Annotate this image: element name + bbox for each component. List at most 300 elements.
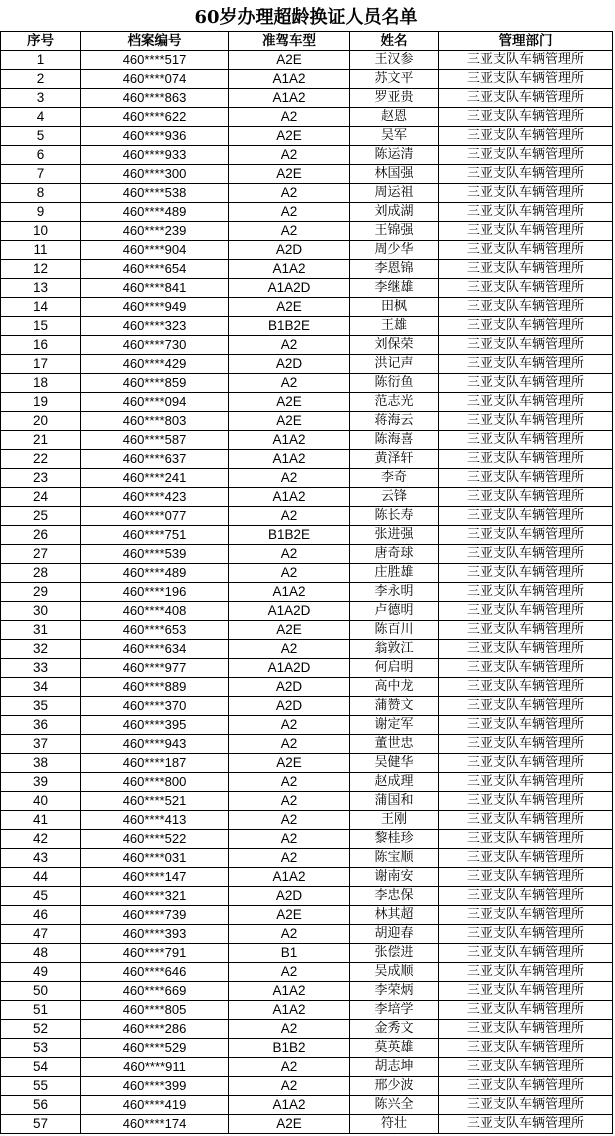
cell-department[interactable]: 三亚支队车辆管理所 — [439, 70, 613, 89]
cell-index[interactable]: 25 — [1, 507, 81, 526]
cell-department[interactable]: 三亚支队车辆管理所 — [439, 944, 613, 963]
cell-archive-number[interactable]: 460****074 — [81, 70, 229, 89]
table-row[interactable] — [1, 1115, 613, 1134]
cell-license-class[interactable]: A2 — [229, 1058, 350, 1077]
cell-license-class[interactable]: A2E — [229, 754, 350, 773]
table-row[interactable] — [1, 184, 613, 203]
cell-license-class[interactable]: A2 — [229, 469, 350, 488]
cell-department[interactable]: 三亚支队车辆管理所 — [439, 393, 613, 412]
cell-department[interactable]: 三亚支队车辆管理所 — [439, 792, 613, 811]
cell-archive-number[interactable]: 460****637 — [81, 450, 229, 469]
cell-person-name[interactable]: 王雄 — [350, 317, 439, 336]
cell-archive-number[interactable]: 460****395 — [81, 716, 229, 735]
table-row[interactable] — [1, 1077, 613, 1096]
cell-license-class[interactable]: A2E — [229, 906, 350, 925]
cell-person-name[interactable]: 胡志坤 — [350, 1058, 439, 1077]
cell-person-name[interactable]: 庄胜雄 — [350, 564, 439, 583]
cell-department[interactable]: 三亚支队车辆管理所 — [439, 203, 613, 222]
cell-license-class[interactable]: A2D — [229, 887, 350, 906]
cell-license-class[interactable]: A2 — [229, 1020, 350, 1039]
cell-department[interactable]: 三亚支队车辆管理所 — [439, 507, 613, 526]
cell-index[interactable]: 2 — [1, 70, 81, 89]
table-row[interactable] — [1, 697, 613, 716]
cell-archive-number[interactable]: 460****489 — [81, 203, 229, 222]
cell-index[interactable]: 53 — [1, 1039, 81, 1058]
cell-department[interactable]: 三亚支队车辆管理所 — [439, 735, 613, 754]
cell-person-name[interactable]: 董世忠 — [350, 735, 439, 754]
cell-department[interactable]: 三亚支队车辆管理所 — [439, 811, 613, 830]
table-row[interactable] — [1, 1058, 613, 1077]
cell-department[interactable]: 三亚支队车辆管理所 — [439, 716, 613, 735]
cell-license-class[interactable]: A2E — [229, 298, 350, 317]
cell-department[interactable]: 三亚支队车辆管理所 — [439, 108, 613, 127]
table-row[interactable] — [1, 640, 613, 659]
cell-department[interactable]: 三亚支队车辆管理所 — [439, 963, 613, 982]
cell-index[interactable]: 20 — [1, 412, 81, 431]
cell-index[interactable]: 15 — [1, 317, 81, 336]
cell-person-name[interactable]: 谢定军 — [350, 716, 439, 735]
table-row[interactable] — [1, 70, 613, 89]
table-row[interactable] — [1, 1001, 613, 1020]
cell-department[interactable]: 三亚支队车辆管理所 — [439, 89, 613, 108]
cell-person-name[interactable]: 陈衍鱼 — [350, 374, 439, 393]
table-row[interactable] — [1, 222, 613, 241]
cell-index[interactable]: 26 — [1, 526, 81, 545]
cell-person-name[interactable]: 周运祖 — [350, 184, 439, 203]
cell-license-class[interactable]: B1B2E — [229, 317, 350, 336]
cell-license-class[interactable]: A2E — [229, 621, 350, 640]
cell-department[interactable]: 三亚支队车辆管理所 — [439, 1096, 613, 1115]
cell-license-class[interactable]: A1A2 — [229, 431, 350, 450]
cell-department[interactable]: 三亚支队车辆管理所 — [439, 412, 613, 431]
cell-department[interactable]: 三亚支队车辆管理所 — [439, 583, 613, 602]
cell-license-class[interactable]: A2D — [229, 678, 350, 697]
cell-license-class[interactable]: A2E — [229, 165, 350, 184]
cell-archive-number[interactable]: 460****370 — [81, 697, 229, 716]
cell-person-name[interactable]: 蒋海云 — [350, 412, 439, 431]
cell-person-name[interactable]: 李恩锦 — [350, 260, 439, 279]
cell-license-class[interactable]: A2 — [229, 545, 350, 564]
cell-person-name[interactable]: 翁敦江 — [350, 640, 439, 659]
cell-department[interactable]: 三亚支队车辆管理所 — [439, 830, 613, 849]
cell-license-class[interactable]: A2 — [229, 792, 350, 811]
cell-archive-number[interactable]: 460****393 — [81, 925, 229, 944]
table-row[interactable] — [1, 488, 613, 507]
cell-archive-number[interactable]: 460****321 — [81, 887, 229, 906]
cell-department[interactable]: 三亚支队车辆管理所 — [439, 469, 613, 488]
cell-license-class[interactable]: A1A2 — [229, 260, 350, 279]
table-row[interactable] — [1, 507, 613, 526]
cell-index[interactable]: 11 — [1, 241, 81, 260]
table-row[interactable] — [1, 431, 613, 450]
cell-department[interactable]: 三亚支队车辆管理所 — [439, 1039, 613, 1058]
cell-archive-number[interactable]: 460****889 — [81, 678, 229, 697]
cell-department[interactable]: 三亚支队车辆管理所 — [439, 621, 613, 640]
cell-person-name[interactable]: 田枫 — [350, 298, 439, 317]
cell-person-name[interactable]: 苏文平 — [350, 70, 439, 89]
cell-license-class[interactable]: A2 — [229, 374, 350, 393]
cell-person-name[interactable]: 胡迎春 — [350, 925, 439, 944]
table-row[interactable] — [1, 602, 613, 621]
cell-person-name[interactable]: 蒲国和 — [350, 792, 439, 811]
cell-department[interactable]: 三亚支队车辆管理所 — [439, 260, 613, 279]
cell-index[interactable]: 48 — [1, 944, 81, 963]
cell-person-name[interactable]: 谢南安 — [350, 868, 439, 887]
cell-index[interactable]: 40 — [1, 792, 81, 811]
table-row[interactable] — [1, 412, 613, 431]
cell-index[interactable]: 34 — [1, 678, 81, 697]
cell-license-class[interactable]: A2 — [229, 925, 350, 944]
table-row[interactable] — [1, 450, 613, 469]
cell-archive-number[interactable]: 460****521 — [81, 792, 229, 811]
cell-person-name[interactable]: 周少华 — [350, 241, 439, 260]
cell-archive-number[interactable]: 460****791 — [81, 944, 229, 963]
cell-person-name[interactable]: 黄泽轩 — [350, 450, 439, 469]
cell-archive-number[interactable]: 460****669 — [81, 982, 229, 1001]
cell-archive-number[interactable]: 460****529 — [81, 1039, 229, 1058]
cell-person-name[interactable]: 金秀文 — [350, 1020, 439, 1039]
table-row[interactable] — [1, 659, 613, 678]
cell-license-class[interactable]: A1A2 — [229, 1001, 350, 1020]
cell-department[interactable]: 三亚支队车辆管理所 — [439, 564, 613, 583]
cell-index[interactable]: 37 — [1, 735, 81, 754]
cell-license-class[interactable]: A1A2D — [229, 659, 350, 678]
cell-department[interactable]: 三亚支队车辆管理所 — [439, 146, 613, 165]
cell-archive-number[interactable]: 460****936 — [81, 127, 229, 146]
table-row[interactable] — [1, 621, 613, 640]
cell-license-class[interactable]: A1A2D — [229, 602, 350, 621]
table-row[interactable] — [1, 526, 613, 545]
table-row[interactable] — [1, 51, 613, 70]
table-row[interactable] — [1, 336, 613, 355]
cell-person-name[interactable]: 高中龙 — [350, 678, 439, 697]
cell-department[interactable]: 三亚支队车辆管理所 — [439, 1001, 613, 1020]
cell-index[interactable]: 13 — [1, 279, 81, 298]
cell-archive-number[interactable]: 460****174 — [81, 1115, 229, 1134]
table-row[interactable] — [1, 678, 613, 697]
cell-archive-number[interactable]: 460****538 — [81, 184, 229, 203]
cell-index[interactable]: 29 — [1, 583, 81, 602]
cell-department[interactable]: 三亚支队车辆管理所 — [439, 127, 613, 146]
cell-index[interactable]: 10 — [1, 222, 81, 241]
cell-index[interactable]: 28 — [1, 564, 81, 583]
cell-person-name[interactable]: 吴成顺 — [350, 963, 439, 982]
cell-archive-number[interactable]: 460****239 — [81, 222, 229, 241]
cell-index[interactable]: 5 — [1, 127, 81, 146]
cell-index[interactable]: 44 — [1, 868, 81, 887]
cell-index[interactable]: 4 — [1, 108, 81, 127]
cell-department[interactable]: 三亚支队车辆管理所 — [439, 317, 613, 336]
table-row[interactable] — [1, 868, 613, 887]
cell-archive-number[interactable]: 460****751 — [81, 526, 229, 545]
cell-index[interactable]: 14 — [1, 298, 81, 317]
cell-index[interactable]: 30 — [1, 602, 81, 621]
cell-archive-number[interactable]: 460****904 — [81, 241, 229, 260]
cell-department[interactable]: 三亚支队车辆管理所 — [439, 450, 613, 469]
cell-index[interactable]: 7 — [1, 165, 81, 184]
cell-department[interactable]: 三亚支队车辆管理所 — [439, 279, 613, 298]
table-row[interactable] — [1, 925, 613, 944]
cell-department[interactable]: 三亚支队车辆管理所 — [439, 241, 613, 260]
cell-archive-number[interactable]: 460****413 — [81, 811, 229, 830]
cell-license-class[interactable]: A2 — [229, 811, 350, 830]
cell-license-class[interactable]: A2 — [229, 184, 350, 203]
cell-archive-number[interactable]: 460****423 — [81, 488, 229, 507]
cell-department[interactable]: 三亚支队车辆管理所 — [439, 545, 613, 564]
cell-index[interactable]: 45 — [1, 887, 81, 906]
cell-index[interactable]: 19 — [1, 393, 81, 412]
table-row[interactable] — [1, 545, 613, 564]
cell-license-class[interactable]: B1B2E — [229, 526, 350, 545]
cell-archive-number[interactable]: 460****634 — [81, 640, 229, 659]
cell-person-name[interactable]: 林国强 — [350, 165, 439, 184]
cell-department[interactable]: 三亚支队车辆管理所 — [439, 488, 613, 507]
table-row[interactable] — [1, 1096, 613, 1115]
table-row[interactable] — [1, 811, 613, 830]
cell-person-name[interactable]: 蒲赞文 — [350, 697, 439, 716]
cell-index[interactable]: 38 — [1, 754, 81, 773]
cell-index[interactable]: 12 — [1, 260, 81, 279]
cell-person-name[interactable]: 李继雄 — [350, 279, 439, 298]
cell-department[interactable]: 三亚支队车辆管理所 — [439, 849, 613, 868]
cell-index[interactable]: 43 — [1, 849, 81, 868]
table-row[interactable] — [1, 849, 613, 868]
cell-index[interactable]: 27 — [1, 545, 81, 564]
cell-index[interactable]: 57 — [1, 1115, 81, 1134]
cell-license-class[interactable]: A2 — [229, 108, 350, 127]
cell-index[interactable]: 21 — [1, 431, 81, 450]
table-row[interactable] — [1, 146, 613, 165]
cell-index[interactable]: 1 — [1, 51, 81, 70]
cell-license-class[interactable]: A2E — [229, 412, 350, 431]
table-row[interactable] — [1, 279, 613, 298]
cell-archive-number[interactable]: 460****653 — [81, 621, 229, 640]
cell-index[interactable]: 49 — [1, 963, 81, 982]
cell-license-class[interactable]: A2 — [229, 849, 350, 868]
cell-index[interactable]: 32 — [1, 640, 81, 659]
cell-index[interactable]: 35 — [1, 697, 81, 716]
cell-index[interactable]: 33 — [1, 659, 81, 678]
cell-index[interactable]: 51 — [1, 1001, 81, 1020]
cell-archive-number[interactable]: 460****094 — [81, 393, 229, 412]
cell-index[interactable]: 3 — [1, 89, 81, 108]
cell-department[interactable]: 三亚支队车辆管理所 — [439, 355, 613, 374]
cell-person-name[interactable]: 李荣炳 — [350, 982, 439, 1001]
cell-archive-number[interactable]: 460****587 — [81, 431, 229, 450]
cell-person-name[interactable]: 赵成理 — [350, 773, 439, 792]
cell-archive-number[interactable]: 460****800 — [81, 773, 229, 792]
table-row[interactable] — [1, 127, 613, 146]
cell-archive-number[interactable]: 460****147 — [81, 868, 229, 887]
cell-person-name[interactable]: 邢少波 — [350, 1077, 439, 1096]
cell-person-name[interactable]: 李永明 — [350, 583, 439, 602]
cell-archive-number[interactable]: 460****241 — [81, 469, 229, 488]
cell-license-class[interactable]: A2 — [229, 507, 350, 526]
cell-index[interactable]: 46 — [1, 906, 81, 925]
cell-person-name[interactable]: 张偿进 — [350, 944, 439, 963]
cell-archive-number[interactable]: 460****522 — [81, 830, 229, 849]
cell-person-name[interactable]: 陈宝顺 — [350, 849, 439, 868]
cell-license-class[interactable]: A2 — [229, 716, 350, 735]
table-row[interactable] — [1, 89, 613, 108]
cell-person-name[interactable]: 莫英雄 — [350, 1039, 439, 1058]
cell-license-class[interactable]: B1B2 — [229, 1039, 350, 1058]
cell-license-class[interactable]: A2E — [229, 127, 350, 146]
cell-person-name[interactable]: 洪记声 — [350, 355, 439, 374]
cell-archive-number[interactable]: 460****539 — [81, 545, 229, 564]
cell-index[interactable]: 6 — [1, 146, 81, 165]
cell-index[interactable]: 9 — [1, 203, 81, 222]
cell-license-class[interactable]: A2 — [229, 146, 350, 165]
cell-license-class[interactable]: B1 — [229, 944, 350, 963]
cell-index[interactable]: 36 — [1, 716, 81, 735]
cell-person-name[interactable]: 林其超 — [350, 906, 439, 925]
cell-department[interactable]: 三亚支队车辆管理所 — [439, 906, 613, 925]
cell-department[interactable]: 三亚支队车辆管理所 — [439, 1020, 613, 1039]
cell-archive-number[interactable]: 460****399 — [81, 1077, 229, 1096]
cell-license-class[interactable]: A2E — [229, 51, 350, 70]
cell-department[interactable]: 三亚支队车辆管理所 — [439, 697, 613, 716]
cell-index[interactable]: 42 — [1, 830, 81, 849]
table-row[interactable] — [1, 241, 613, 260]
cell-department[interactable]: 三亚支队车辆管理所 — [439, 868, 613, 887]
cell-license-class[interactable]: A2D — [229, 355, 350, 374]
cell-archive-number[interactable]: 460****031 — [81, 849, 229, 868]
cell-license-class[interactable]: A2 — [229, 222, 350, 241]
cell-license-class[interactable]: A1A2 — [229, 583, 350, 602]
cell-department[interactable]: 三亚支队车辆管理所 — [439, 982, 613, 1001]
cell-license-class[interactable]: A2 — [229, 203, 350, 222]
cell-archive-number[interactable]: 460****654 — [81, 260, 229, 279]
cell-index[interactable]: 31 — [1, 621, 81, 640]
cell-index[interactable]: 47 — [1, 925, 81, 944]
cell-department[interactable]: 三亚支队车辆管理所 — [439, 1077, 613, 1096]
cell-person-name[interactable]: 云锋 — [350, 488, 439, 507]
cell-index[interactable]: 16 — [1, 336, 81, 355]
cell-index[interactable]: 17 — [1, 355, 81, 374]
cell-archive-number[interactable]: 460****646 — [81, 963, 229, 982]
cell-archive-number[interactable]: 460****949 — [81, 298, 229, 317]
table-row[interactable] — [1, 393, 613, 412]
cell-index[interactable]: 8 — [1, 184, 81, 203]
cell-person-name[interactable]: 吴健华 — [350, 754, 439, 773]
cell-department[interactable]: 三亚支队车辆管理所 — [439, 1115, 613, 1134]
cell-index[interactable]: 52 — [1, 1020, 81, 1039]
cell-person-name[interactable]: 陈兴全 — [350, 1096, 439, 1115]
cell-person-name[interactable]: 范志光 — [350, 393, 439, 412]
cell-person-name[interactable]: 何启明 — [350, 659, 439, 678]
cell-department[interactable]: 三亚支队车辆管理所 — [439, 336, 613, 355]
cell-archive-number[interactable]: 460****419 — [81, 1096, 229, 1115]
cell-license-class[interactable]: A2 — [229, 830, 350, 849]
cell-license-class[interactable]: A2D — [229, 241, 350, 260]
cell-archive-number[interactable]: 460****187 — [81, 754, 229, 773]
table-row[interactable] — [1, 260, 613, 279]
cell-license-class[interactable]: A2E — [229, 1115, 350, 1134]
table-row[interactable] — [1, 944, 613, 963]
cell-license-class[interactable]: A2E — [229, 393, 350, 412]
cell-index[interactable]: 50 — [1, 982, 81, 1001]
cell-person-name[interactable]: 张进强 — [350, 526, 439, 545]
cell-person-name[interactable]: 陈海喜 — [350, 431, 439, 450]
table-row[interactable] — [1, 982, 613, 1001]
cell-index[interactable]: 24 — [1, 488, 81, 507]
cell-index[interactable]: 54 — [1, 1058, 81, 1077]
cell-license-class[interactable]: A1A2 — [229, 70, 350, 89]
cell-department[interactable]: 三亚支队车辆管理所 — [439, 298, 613, 317]
cell-department[interactable]: 三亚支队车辆管理所 — [439, 222, 613, 241]
cell-department[interactable]: 三亚支队车辆管理所 — [439, 1058, 613, 1077]
cell-license-class[interactable]: A1A2 — [229, 868, 350, 887]
cell-license-class[interactable]: A1A2D — [229, 279, 350, 298]
cell-department[interactable]: 三亚支队车辆管理所 — [439, 602, 613, 621]
cell-license-class[interactable]: A2 — [229, 773, 350, 792]
cell-person-name[interactable]: 王汉参 — [350, 51, 439, 70]
table-row[interactable] — [1, 317, 613, 336]
cell-archive-number[interactable]: 460****841 — [81, 279, 229, 298]
cell-department[interactable]: 三亚支队车辆管理所 — [439, 374, 613, 393]
cell-person-name[interactable]: 陈百川 — [350, 621, 439, 640]
cell-license-class[interactable]: A2 — [229, 963, 350, 982]
table-row[interactable] — [1, 773, 613, 792]
cell-archive-number[interactable]: 460****286 — [81, 1020, 229, 1039]
table-row[interactable] — [1, 792, 613, 811]
table-row[interactable] — [1, 165, 613, 184]
cell-index[interactable]: 41 — [1, 811, 81, 830]
cell-department[interactable]: 三亚支队车辆管理所 — [439, 887, 613, 906]
cell-archive-number[interactable]: 460****943 — [81, 735, 229, 754]
cell-person-name[interactable]: 唐奇球 — [350, 545, 439, 564]
cell-person-name[interactable]: 刘成湖 — [350, 203, 439, 222]
cell-department[interactable]: 三亚支队车辆管理所 — [439, 165, 613, 184]
cell-archive-number[interactable]: 460****805 — [81, 1001, 229, 1020]
table-row[interactable] — [1, 374, 613, 393]
cell-archive-number[interactable]: 460****739 — [81, 906, 229, 925]
cell-person-name[interactable]: 陈长寿 — [350, 507, 439, 526]
cell-index[interactable]: 18 — [1, 374, 81, 393]
cell-archive-number[interactable]: 460****859 — [81, 374, 229, 393]
table-row[interactable] — [1, 355, 613, 374]
cell-department[interactable]: 三亚支队车辆管理所 — [439, 659, 613, 678]
table-row[interactable] — [1, 906, 613, 925]
cell-index[interactable]: 55 — [1, 1077, 81, 1096]
cell-person-name[interactable]: 黎桂珍 — [350, 830, 439, 849]
cell-archive-number[interactable]: 460****489 — [81, 564, 229, 583]
cell-archive-number[interactable]: 460****196 — [81, 583, 229, 602]
table-row[interactable] — [1, 564, 613, 583]
cell-license-class[interactable]: A1A2 — [229, 1096, 350, 1115]
cell-archive-number[interactable]: 460****622 — [81, 108, 229, 127]
table-row[interactable] — [1, 469, 613, 488]
cell-license-class[interactable]: A2D — [229, 697, 350, 716]
cell-index[interactable]: 22 — [1, 450, 81, 469]
cell-index[interactable]: 56 — [1, 1096, 81, 1115]
cell-archive-number[interactable]: 460****863 — [81, 89, 229, 108]
cell-index[interactable]: 39 — [1, 773, 81, 792]
cell-archive-number[interactable]: 460****933 — [81, 146, 229, 165]
cell-department[interactable]: 三亚支队车辆管理所 — [439, 925, 613, 944]
cell-archive-number[interactable]: 460****977 — [81, 659, 229, 678]
cell-department[interactable]: 三亚支队车辆管理所 — [439, 640, 613, 659]
cell-archive-number[interactable]: 460****077 — [81, 507, 229, 526]
table-row[interactable] — [1, 203, 613, 222]
cell-archive-number[interactable]: 460****429 — [81, 355, 229, 374]
cell-department[interactable]: 三亚支队车辆管理所 — [439, 431, 613, 450]
cell-person-name[interactable]: 罗亚贵 — [350, 89, 439, 108]
cell-license-class[interactable]: A1A2 — [229, 982, 350, 1001]
table-row[interactable] — [1, 830, 613, 849]
cell-person-name[interactable]: 王刚 — [350, 811, 439, 830]
